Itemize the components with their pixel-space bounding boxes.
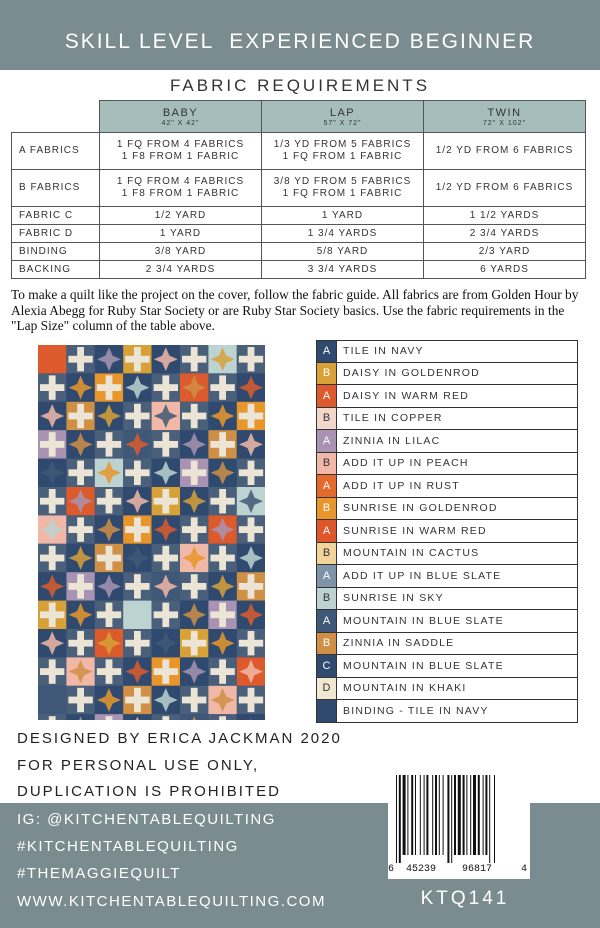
quilt-plus [210,384,234,391]
legend-swatch: D [317,678,337,700]
legend-fabric-name: MOUNTAIN IN BLUE SLATE [343,659,504,672]
legend-row [316,700,578,723]
legend-row [316,498,578,521]
quilt-plus [68,413,92,420]
legend-fabric-name: ZINNIA IN SADDLE [343,637,455,650]
table-cell: 3/8 YD FROM 5 FABRICS 1 FQ FROM 1 FABRIC [262,170,424,207]
barcode-bar [489,775,490,863]
quilt-plus [154,498,178,505]
barcode-bar [399,775,401,863]
barcode-bar [435,775,437,855]
barcode-digit: 45239 [406,864,437,875]
barcode-bar [463,775,465,855]
quilt-plus [49,716,56,720]
barcode [388,772,530,879]
table-cell: 1 1/2 YARDS [424,207,586,225]
legend-row [316,588,578,611]
legend-fabric-name: MOUNTAIN IN KHAKI [343,682,467,695]
barcode-bar [439,775,440,855]
row-label: A FABRICS [12,133,100,170]
skill-level: SKILL LEVEL EXPERIENCED BEGINNER [64,30,536,53]
row-label: BINDING [12,243,100,261]
quilt-plus [97,611,121,618]
quilt-plus [210,441,234,448]
table-cell: 1/2 YD FROM 6 FABRICS [424,133,586,170]
quilt-plus [239,356,263,363]
legend-swatch: A [317,430,337,452]
header-blank-cell [12,101,100,133]
row-label: B FABRICS [12,170,100,207]
legend-fabric-name: TILE IN COPPER [343,412,443,425]
legend-swatch: B [317,543,337,565]
legend-swatch: C [317,655,337,677]
legend-row [316,385,578,408]
quilt-plus [68,469,92,476]
website-link[interactable]: WWW.KITCHENTABLEQUILTING.COM [17,893,326,910]
quilt-plus [125,583,149,590]
barcode-bar [458,775,461,855]
barcode-bar [420,775,421,855]
quilt-plus [154,611,178,618]
fabric-legend [316,340,578,723]
quilt-plus [125,356,149,363]
quilt-plus [40,668,64,675]
quilt-plus [40,498,64,505]
legend-fabric-name: BINDING - TILE IN NAVY [343,704,489,717]
quilt-plus [210,668,234,675]
legend-row [316,565,578,588]
legend-fabric-name: MOUNTAIN IN CACTUS [343,547,480,560]
quilt-plus [40,555,64,562]
quilt-plus [68,356,92,363]
table-row [12,133,586,170]
designer-credit: DESIGNED BY ERICA JACKMAN 2020 [17,730,342,747]
barcode-bar [466,775,467,855]
legend-fabric-name: DAISY IN GOLDENROD [343,367,480,380]
quilt-plus [239,697,263,704]
table-cell: 1/2 YD FROM 6 FABRICS [424,170,586,207]
row-label: FABRIC C [12,207,100,225]
barcode-bar [494,775,495,863]
barcode-digit: 6 [388,864,395,875]
barcode-bar [447,775,449,863]
size-dims: 42" X 42" [161,120,200,127]
quilt-plus [125,697,149,704]
barcode-bar [485,775,487,855]
table-cell: 1 3/4 YARDS [262,225,424,243]
barcode-bar [483,775,484,855]
legend-swatch: B [317,363,337,385]
table-cell: 1 FQ FROM 4 FABRICS 1 F8 FROM 1 FABRIC [100,170,262,207]
barcode-bar [415,775,416,855]
quilt-plus [68,697,92,704]
size-header-lap [262,101,424,133]
legend-row [316,430,578,453]
size-header-baby [100,101,262,133]
quilt-plus [182,697,206,704]
table-header-row [12,101,586,133]
legend-swatch: B [317,453,337,475]
quilt-plus [182,583,206,590]
legend-fabric-name: MOUNTAIN IN BLUE SLATE [343,614,504,627]
quilt-plus [182,356,206,363]
table-cell: 2 3/4 YARDS [100,261,262,279]
barcode-bar [424,775,425,855]
quilt-plus [97,555,121,562]
quilt-plus [40,441,64,448]
quilt-plus [182,640,206,647]
legend-fabric-name: SUNRISE IN GOLDENROD [343,502,498,515]
barcode-bar [454,775,456,855]
table-cell: 5/8 YARD [262,243,424,261]
size-dims: 72" X 102" [483,120,526,127]
barcode-digit: 4 [521,864,528,875]
quilt-plus [239,469,263,476]
barcode-bar [473,775,476,855]
legend-row [316,408,578,431]
table-row [12,261,586,279]
legend-swatch [317,700,337,722]
quilt-plus [182,526,206,533]
quilt-plus [154,555,178,562]
legend-row [316,610,578,633]
legend-swatch: A [317,475,337,497]
table-cell: 6 YARDS [424,261,586,279]
quilt-pattern-illustration [38,345,265,720]
barcode-bar [411,775,413,855]
barcode-digit: 96817 [462,864,493,875]
legend-swatch: B [317,633,337,655]
table-cell: 1/3 YD FROM 5 FABRICS 1 FQ FROM 1 FABRIC [262,133,424,170]
legend-swatch: B [317,408,337,430]
legend-swatch: A [317,520,337,542]
quilt-plus [97,668,121,675]
legend-row [316,340,578,363]
usage-notice: FOR PERSONAL USE ONLY, [17,757,260,774]
legend-fabric-name: DAISY IN WARM RED [343,389,469,402]
table-row [12,225,586,243]
table-cell: 3 3/4 YARDS [262,261,424,279]
legend-row [316,633,578,656]
quilt-plus [239,583,263,590]
legend-row [316,363,578,386]
table-cell: 1 FQ FROM 4 FABRICS 1 F8 FROM 1 FABRIC [100,133,262,170]
size-name: LAP [329,107,356,119]
size-header-twin [424,101,586,133]
quilt-plus [210,611,234,618]
legend-fabric-name: SUNRISE IN SKY [343,592,444,605]
barcode-bar [426,775,428,855]
table-cell: 3/8 YARD [100,243,262,261]
barcode-bar [403,775,406,855]
table-row [12,170,586,207]
fabric-requirements-table [11,100,586,279]
row-label: FABRIC D [12,225,100,243]
legend-row [316,475,578,498]
quilt-plus [97,498,121,505]
table-row [12,207,586,225]
quilt-plus [125,413,149,420]
legend-fabric-name: ADD IT UP IN PEACH [343,457,469,470]
legend-fabric-name: ZINNIA IN LILAC [343,434,441,447]
instagram-handle[interactable]: IG: @KITCHENTABLEQUILTING [17,811,276,828]
duplication-notice: DUPLICATION IS PROHIBITED [17,783,281,800]
legend-swatch: B [317,498,337,520]
legend-swatch: A [317,610,337,632]
row-label: BACKING [12,261,100,279]
quilt-plus [106,716,113,720]
quilt-plus [154,668,178,675]
size-name: TWIN [487,107,522,119]
quilt-plus [219,716,226,720]
quilt-plus [182,413,206,420]
size-name: BABY [162,107,199,119]
legend-swatch: A [317,385,337,407]
quilt-plus [162,716,169,720]
barcode-bar [470,775,471,855]
quilt-plus [210,498,234,505]
product-code: KTQ141 [420,888,510,909]
quilt-plus [97,441,121,448]
quilt-plus [239,640,263,647]
table-row [12,243,586,261]
quilt-photo [38,345,265,720]
barcode-bar [407,775,408,855]
quilt-plus [239,413,263,420]
barcode-bar [396,775,397,863]
table-cell: 2/3 YARD [424,243,586,261]
hashtag-kitchentablequilting[interactable]: #KITCHENTABLEQUILTING [17,838,239,855]
quilt-plus [182,469,206,476]
legend-fabric-name: ADD IT UP IN RUST [343,479,460,492]
legend-row [316,520,578,543]
legend-fabric-name: TILE IN NAVY [343,345,424,358]
table-cell: 2 3/4 YARDS [424,225,586,243]
legend-fabric-name: SUNRISE IN WARM RED [343,524,487,537]
quilt-plus [40,384,64,391]
legend-row [316,655,578,678]
legend-row [316,678,578,701]
legend-fabric-name: ADD IT UP IN BLUE SLATE [343,569,502,582]
barcode-bar [432,775,433,855]
quilt-plus [125,469,149,476]
quilt-plus [125,526,149,533]
table-cell: 1/2 YARD [100,207,262,225]
barcode-bar [443,775,444,855]
intro-text: To make a quilt like the project on the cover, follow the fabric guide. All fabrics are from Golden Hour by Alexia Abegg for Ruby Star Society or are Ruby Star Society basics. Use the fabric requirements in the "Lap Size" column of the table above. [11,287,579,333]
quilt-plus [210,555,234,562]
size-dims: 57" X 72" [323,120,362,127]
quilt-plus [154,441,178,448]
table-cell: 1 YARD [262,207,424,225]
legend-swatch: B [317,588,337,610]
legend-swatch: A [317,565,337,587]
table-cell: 1 YARD [100,225,262,243]
quilt-plus [97,384,121,391]
barcode-bars [394,775,524,863]
quilt-plus [68,640,92,647]
legend-row [316,543,578,566]
fabric-requirements-title: FABRIC REQUIREMENTS [169,76,431,95]
hashtag-themaggiequilt[interactable]: #THEMAGGIEQUILT [17,865,181,882]
quilt-plus [68,583,92,590]
quilt-plus [125,640,149,647]
quilt-plus [68,526,92,533]
quilt-plus [154,384,178,391]
legend-row [316,453,578,476]
quilt-plus [40,611,64,618]
barcode-bar [451,775,452,863]
quilt-plus [239,526,263,533]
legend-swatch: A [317,341,337,362]
barcode-bar [478,775,480,855]
